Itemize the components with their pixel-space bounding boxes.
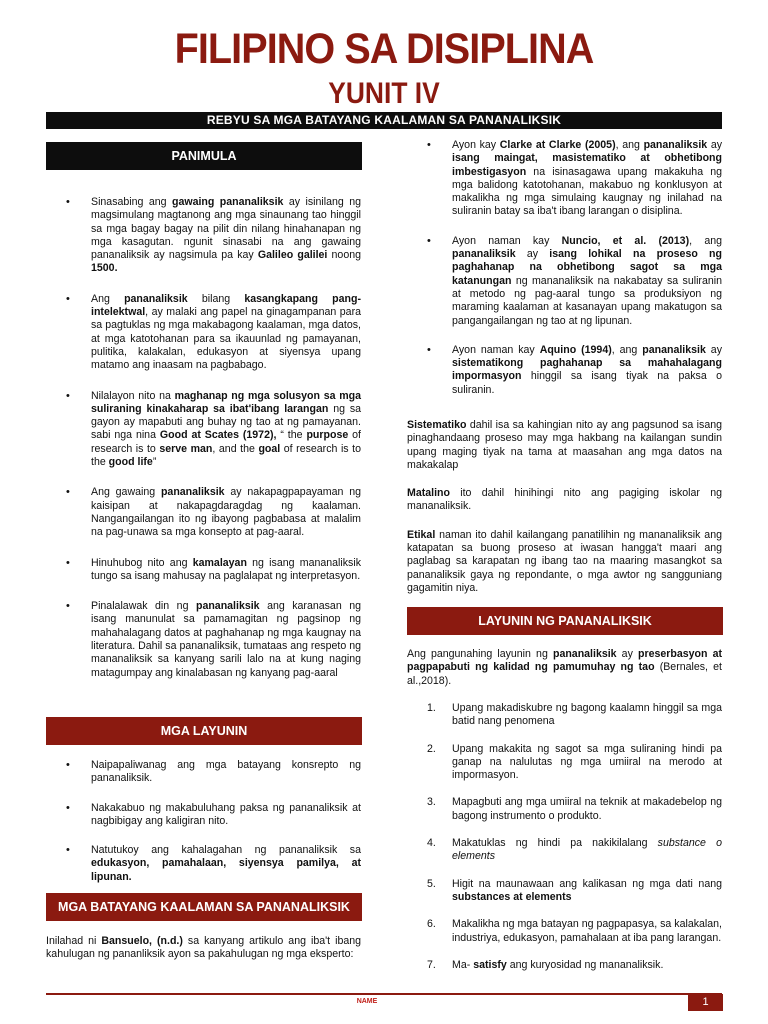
layunin-pananaliksik-heading: LAYUNIN NG PANANALIKSIK [407,607,723,635]
experts-section [427,139,722,397]
list-item [427,139,722,219]
text-run: ito dahil hinihingi nito ang pagiging iskolar ng mananaliksik. [407,487,722,513]
text-run: Makalikha ng mga batayan ng pagpapasya, sa kalakalan, industriya, edukasyon, pamahalaan at iba pang larangan. [452,918,722,944]
text-run: Natutukoy ang kahalagahan ng pananaliksik sa [91,844,361,857]
layunin-pananaliksik-intro [407,648,722,688]
text-run: pananaliksik [160,486,225,499]
text-run: goal [258,442,281,455]
layunin-section [66,759,361,884]
numbered-item [427,743,722,783]
text-run: ng isang mananaliksik tungo sa isang mahusay na paglalapat ng interpretasyon. [91,556,361,582]
text-run: purpose [306,429,349,442]
numbered-item [427,918,722,945]
text-run: Sinasabing ang [91,196,172,208]
text-run: , ang [689,234,722,247]
text-run: Inilahad ni [46,935,102,947]
list-item [66,802,361,829]
text-run: Clarke at Clarke (2005) [499,139,616,151]
text-run: bilang [187,292,245,305]
text-run: ay [515,248,550,261]
text-run: Matalino [407,487,450,500]
text-run: ” [152,456,157,469]
layunin-pananaliksik-list [427,702,722,972]
text-run: Nuncio, et al. (2013) [561,234,690,247]
layunin-heading: MGA LAYUNIN [46,717,362,745]
text-run: substances at elements [452,890,572,903]
text-run: ay [616,648,638,660]
list-item [427,235,722,328]
text-run: Ma- [452,958,474,971]
list-item [66,486,361,539]
list-item [427,344,722,397]
text-run: Upang makakita ng sagot sa mga suliraning hindi pa ganap na nalulutas ng mga umiiral na merodo at impormasyon. [452,742,722,782]
list-item [66,600,361,680]
page-number: 1 [688,994,723,1011]
batayan-section [46,935,361,962]
text-run: noong [327,249,361,262]
text-run: satisfy [473,958,507,971]
text-run: Ayon kay [452,139,500,151]
text-run: pananaliksik [552,648,617,660]
qualities-section [407,419,722,595]
text-run: pananaliksik [643,139,708,151]
text-run: isang maingat, masistematiko at obhetibong imbestigasyon [452,152,722,178]
item-number: 7. [427,958,436,971]
text-run: “ the [276,429,307,442]
list-item [66,844,361,884]
text-run: kamalayan [192,556,247,569]
panimula-list [66,196,361,680]
numbered-item [427,796,722,823]
text-run: ng sa gayon ay mapabuti ang buhay ng tao at ng pamayanan. sabi nga nina [91,402,362,442]
text-run: , ang [615,139,644,151]
list-item [66,196,361,276]
list-item [66,557,361,584]
text-run: ay [705,343,722,356]
item-number: 4. [427,837,436,850]
text-run: ng mananaliksik na nakabatay sa suliranin at metodo ng pag-aaral tungo sa produksiyon ng maraming kaalaman at kasanayan upang makatugon sa pangangailangan ng tao at ng lipunan. [452,274,722,327]
text-run: Ang pangunahing layunin ng [407,648,553,660]
text-run: Sistematiko [407,419,467,431]
item-number: 6. [427,918,436,931]
text-run: ang kuryosidad ng mananaliksik. [506,958,664,971]
text-run: Ayon naman kay [452,343,540,356]
text-run: Pinalalawak din ng [91,600,196,613]
text-run: (Bernales, et al.,2018). [407,661,722,687]
numbered-item [427,837,722,864]
text-run: edukasyon, pamahalaan, siyensya pamilya, at lipunan. [91,857,361,883]
text-run: Hinuhubog nito ang [91,556,193,569]
item-number: 2. [427,742,436,755]
text-run: Ayon naman kay [452,234,562,247]
text-run: Good at Scates (1972), [159,429,277,442]
text-run: Ang [91,292,125,305]
text-run: maghanap ng mga solusyon sa mga suliraning kinakaharap sa ibat'ibang larangan [91,389,361,415]
text-run: sistematikong paghahanap sa mahahalagang impormasyon [452,357,722,383]
paragraph [407,529,722,595]
text-run: Upang makadiskubre ng bagong kaalamn hinggil sa mga batid nang penomena [452,702,722,728]
text-run: serve man [159,442,213,455]
text-run: , ay malaki ang papel na ginagampanan para sa pagtuklas ng mga makabagong kaalaman, mga datos, at mga katotohanan para sa ikauunlad ng pamayanan, pulitika, kalakalan, edukasyon at siyensya upang matamo ang inaasam na pagbabago. [91,306,361,372]
text-run: dahil isa sa kahingian nito ay ang pagsunod sa isang pinaghandaang proseso may mga hakbang na kailangan sundin upang maging tiyak na tama at maasahan ang mga datos na makakalap [407,419,722,471]
text-run: ay [707,139,723,151]
paragraph [407,419,722,472]
item-number: 3. [427,796,436,809]
footer-name: NAME [356,998,378,1005]
text-run: gawaing pananaliksik [171,196,284,208]
text-run: pananaliksik [195,600,260,613]
paragraph [407,487,722,514]
batayan-intro [46,935,361,962]
text-run: na isinasagawa upang makakuha ng mga balidong katotohanan, makabuo ng konklusyon at makalikha ng mga simulaing kaugnay ng inilahad na suliranin batay sa iba't ibang larangan o disiplina. [452,165,722,218]
list-item [66,759,361,786]
layunin-pananaliksik-intro-block [407,648,722,688]
document-subtitle: YUNIT IV [328,77,440,110]
text-run: Ang gawaing [91,486,161,499]
text-run: ay nakapagpapayaman ng kaisipan at nakapagdaragdag ng kaalaman. Nangangailangan ito ng ibayong pagbabasa at malalim na pag-unawa sa mga konsepto at pag-aaral. [91,486,361,539]
text-run: pananaliksik [124,292,188,305]
text-run: kasangkapang pang-intelektwal [91,292,361,319]
text-run: hinggil sa isang tiyak na paksa o suliranin. [452,370,722,396]
footer-rule [46,993,722,995]
item-number: 1. [427,702,436,714]
experts-list [427,139,722,397]
text-run: ang karanasan ng isang manunulat sa pamamagitan ng pagsinop ng mahahalagang datos at paghahanap ng mga kaugnay na literatura. Dahil sa pananaliksik, tumataas ang respeto ng mananaliksik sa kanyang sarili lalo na at kung naging matagumpay ang kinalabasan ng kanyang pag-aaral [91,600,361,679]
text-run: preserbasyon at pagpapabuti ng kalidad ng pamumuhay ng tao [407,648,723,674]
text-run: of research is to the [91,442,361,469]
list-item [66,293,361,373]
item-number: 5. [427,877,436,890]
text-run: Mapagbuti ang mga umiiral na teknik at makadebelop ng bagong instrumento o produkto. [452,796,722,822]
text-run: Naipapaliwanag ang mga batayang konsrepto ng pananaliksik. [91,759,361,785]
text-run: Nilalayon nito na [91,389,175,402]
list-item [66,390,361,470]
numbered-item [427,878,722,905]
text-run: pananaliksik [642,343,706,356]
text-run: Nakakabuo ng makabuluhang paksa ng pananaliksik at nagbibigay ang kaligiran nito. [91,801,361,827]
text-run: Aquino (1994) [539,343,612,356]
text-run: Makatuklas ng hindi pa nakikilalang [452,837,658,850]
layunin-pananaliksik-section [427,702,722,972]
text-run: Higit na maunawaan ang kalikasan ng mga dati nang [452,877,722,890]
text-run: Etikal [407,528,436,541]
text-run: , and the [212,442,259,455]
layunin-list [66,759,361,884]
numbered-item [427,959,722,972]
text-run: , ang [611,343,643,356]
batayan-heading: MGA BATAYANG KAALAMAN SA PANANALIKSIK [46,893,362,921]
text-run: 1500. [91,262,118,275]
banner: REBYU SA MGA BATAYANG KAALAMAN SA PANANALIKSIK [46,112,722,129]
text-run: of research is to [91,429,361,455]
panimula-heading: PANIMULA [46,142,362,170]
numbered-item [427,702,722,729]
text-run: naman ito dahil kailangang panatilihin ng mananaliksik ang katapatan sa buong proseso at iwasan hangga't maari ang paglabag sa karapatan ng ibang tao na maaring masangkot sa pananaliksik gaya ng repondante, o mga awtor ng sangguniang gagamitin niya. [407,528,722,594]
text-run: Bansuelo, (n.d.) [101,935,183,947]
qualities-paragraphs [407,419,722,595]
text-run: pananaliksik [452,248,516,261]
text-run: good life [108,456,153,469]
text-run: ay isinilang ng magsimulang magtanong ang mga sinaunang tao hinggil sa mga bagay bagay na pilit din nilang hinahanapan ng mga kasagutan. ngunit sinasabi na ang gawaing pananaliksik ay nagsimula pa kay [91,196,361,262]
text-run: isang lohikal na proseso ng paghahanap na obhetibong sagot sa mga katanungan [452,248,723,287]
text-run: sa kanyang artikulo ang iba't ibang kahulugan ng pananliksik ayon sa pakahulugan ng mga eksperto: [46,935,362,961]
text-run: substance o elements [452,837,722,863]
text-run: Galileo galilei [257,249,328,262]
panimula-section [66,196,361,680]
document-title: FILIPINO SA DISIPLINA [174,25,594,73]
